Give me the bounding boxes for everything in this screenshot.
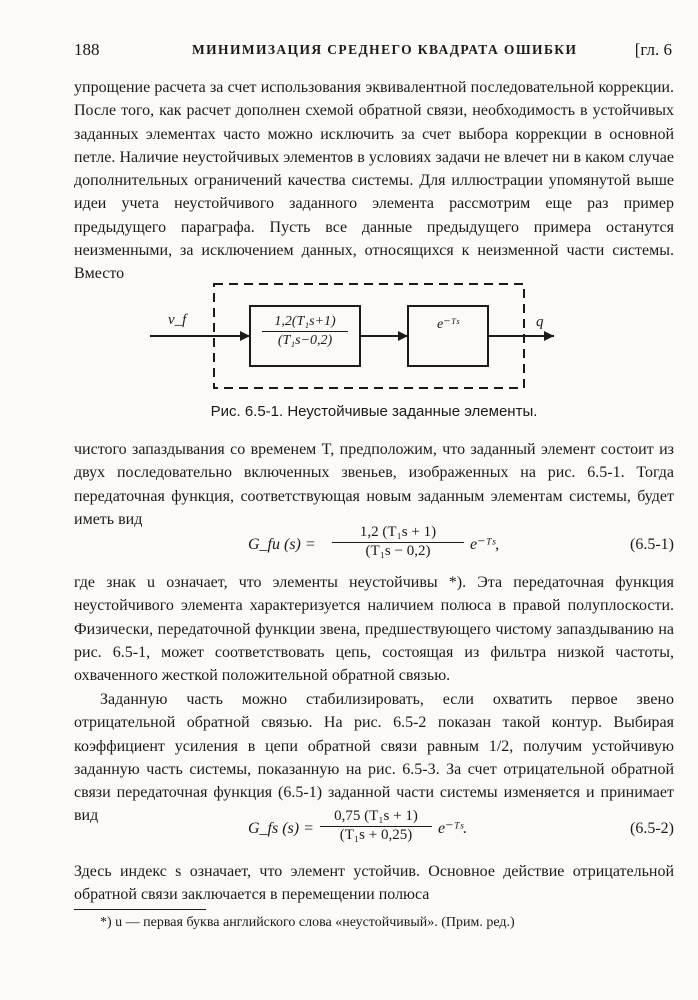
paragraph-5-text: Здесь индекс s означает, что элемент устойчив. Основное действие отрицательной обратной связи заключается в перемещении полюса — [74, 863, 674, 904]
input-label: v_f — [168, 312, 187, 328]
output-label: q — [536, 314, 544, 330]
paragraph-2 — [74, 438, 674, 531]
page-header — [74, 40, 674, 64]
chapter-label: [гл. 6 — [634, 40, 672, 59]
equation-1-denominator: (T₁s − 0,2) — [365, 543, 431, 559]
equation-2-numerator: 0,75 (T₁s + 1) — [320, 808, 432, 827]
block-1-denominator: (T₁s−0,2) — [277, 333, 333, 348]
paragraph-3 — [74, 571, 674, 687]
footnote-rule — [74, 909, 206, 910]
paragraph-1-text: упрощение расчета за счет использования эквивалентной последовательной коррекции. После того, как расчет дополнен схемой обратной связи, необходимость в устойчивых заданных элементах часто можно исключить за счет выбора коррекции в основной петле. Наличие неустойчивых элементов в условиях задачи не влечет ни в каком случае дополнительных ограничений качества системы. Для иллюстрации упомянутой выше идеи учета неустойчивого заданного элемента рассмотрим еще раз пример предыдущего параграфа. Пусть все данные предыдущего примера останутся неизменными, за исключением данных, относящихся к неизменной части системы. Вместо — [74, 79, 674, 283]
equation-1-exponential: e⁻ᵀˢ, — [470, 536, 500, 553]
footnote: *) u — первая буква английского слова «неустойчивый». (Прим. ред.) — [100, 915, 515, 930]
output-arrowhead — [544, 331, 554, 341]
equation-2-lhs: G_fs (s) = — [248, 820, 314, 837]
paragraph-2-text: чистого запаздывания со временем T, предположим, что заданный элемент состоит из двух последовательно включенных звеньев, изображенных на рис. 6.5-1. Тогда передаточная функция, соответствующая новым заданным элементам системы, будет иметь вид — [74, 441, 674, 528]
equation-2-number: (6.5-2) — [630, 820, 674, 837]
block-1 — [250, 306, 360, 364]
equation-2-denominator: (T₁s + 0,25) — [339, 827, 413, 843]
block-2-frame — [408, 306, 488, 366]
paragraph-4 — [74, 688, 674, 828]
equation-1-lhs: G_fu (s) = — [248, 536, 316, 553]
equation-1-fraction — [332, 524, 464, 560]
equation-1-numerator: 1,2 (T₁s + 1) — [332, 524, 464, 543]
paragraph-5 — [74, 860, 674, 907]
input-arrowhead — [240, 331, 250, 341]
paragraph-4-text: Заданную часть можно стабилизировать, если охватить первое звено отрицательной обратной связью. На рис. 6.5-2 показан такой контур. Выбирая коэффициент усиления в цепи обратной связи равным 1/2, получим устойчивую заданную часть системы, показанную на рис. 6.5-3. За счет отрицательной обратной связи передаточная функция (6.5-1) заданной части системы изменяется и принимает вид — [74, 691, 674, 825]
running-title: МИНИМИЗАЦИЯ СРЕДНЕГО КВАДРАТА ОШИБКИ — [192, 42, 578, 57]
equation-6-5-2 — [74, 808, 674, 854]
equation-1-number: (6.5-1) — [630, 536, 674, 553]
block-diagram — [140, 272, 560, 402]
equation-2-exponential: e⁻ᵀˢ. — [438, 820, 468, 837]
equation-2-fraction — [320, 808, 432, 844]
figure-caption: Рис. 6.5-1. Неустойчивые заданные элементы. — [210, 403, 538, 420]
block-1-numerator: 1,2(T₁s+1) — [262, 314, 348, 332]
paragraph-1 — [74, 76, 674, 286]
paragraph-3-text: где знак u означает, что элементы неустойчивы *). Эта передаточная функция неустойчивого элемента характеризуется наличием полюса в правой полуплоскости. Физически, передаточной функции звена, предшествующего чистому запаздыванию на рис. 6.5-1, может соответствовать цепь, состоящая из фильтра низкой частоты, охваченного жесткой положительной обратной связью. — [74, 574, 674, 685]
page-number: 188 — [74, 40, 100, 59]
equation-6-5-1 — [74, 524, 674, 570]
block-2: e⁻ᵀˢ — [437, 317, 459, 332]
middle-arrowhead — [398, 331, 408, 341]
